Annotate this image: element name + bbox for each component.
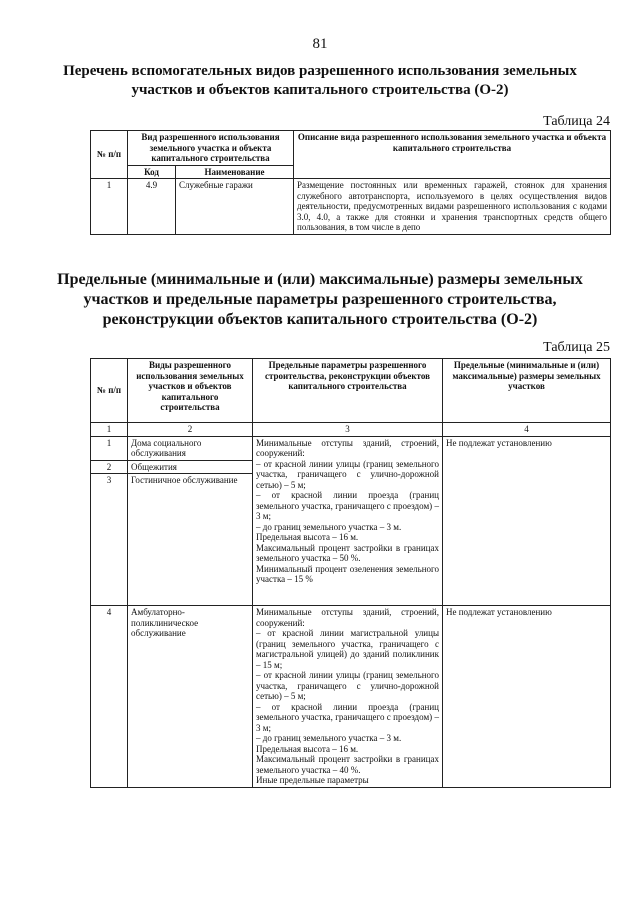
param-line: – от красной линии проезда (границ земельного участка, граничащего с проездом) – 3 м; <box>256 490 439 521</box>
row-num: 4 <box>91 606 128 788</box>
row-num: 2 <box>91 460 128 474</box>
section-title-limits: Предельные (минимальные и (или) максимальные) размеры земельных участков и предельные параметры разрешенного строительства, реконструкции объектов капитального строительства (О-2) <box>57 271 583 328</box>
table-24-label: Таблица 24 <box>543 114 610 129</box>
param-line: – от красной линии улицы (границ земельного участка, граничащего с улично-дорожной сетью) – 5 м; <box>256 458 439 490</box>
param-line: Иные предельные параметры <box>256 775 369 785</box>
row-vid: Амбулаторно-поликлиническое обслуживание <box>128 606 253 788</box>
table-row <box>91 436 611 460</box>
table-24-header-vid: Вид разрешенного использования земельного участка и объекта капитального строительства <box>128 131 294 166</box>
table-25-header-sizes: Предельные (минимальные и (или) максимальные) размеры земельных участков <box>443 359 611 423</box>
table-24-header-name: Наименование <box>176 165 294 179</box>
param-line: Предельная высота – 16 м. <box>256 743 359 754</box>
column-numbers-row <box>91 423 611 437</box>
param-line: Минимальные отступы зданий, строений, сооружений: <box>256 437 439 458</box>
section-title-auxiliary-uses: Перечень вспомогательных видов разрешенного использования земельных участков и объектов капитального строительства (О-2) <box>63 63 577 98</box>
param-line: – до границ земельного участка – 3 м. <box>256 521 402 532</box>
group2-sizes: Не подлежат установлению <box>443 606 611 788</box>
row-num: 1 <box>91 436 128 460</box>
col-number: 1 <box>91 423 128 437</box>
col-number: 4 <box>443 423 611 437</box>
table-24-header-num: № п/п <box>91 131 128 179</box>
table-25-label: Таблица 25 <box>543 340 610 355</box>
row-vid: Общежития <box>128 460 253 474</box>
table-25-header-params: Предельные параметры разрешенного строительства, реконструкции объектов капитального строительства <box>253 359 443 423</box>
param-line: Максимальный процент застройки в границах земельного участка – 50 %. <box>256 542 439 563</box>
table-row <box>91 179 611 235</box>
table-24-header-desc: Описание вида разрешенного использования земельного участка и объекта капитального строительства <box>294 131 611 179</box>
page-number: 81 <box>312 36 328 52</box>
col-number: 2 <box>128 423 253 437</box>
table-25 <box>90 358 611 788</box>
col-number: 3 <box>253 423 443 437</box>
param-line: – от красной линии проезда (границ земельного участка, граничащего с проездом) – 3 м; <box>256 701 439 733</box>
table-24-header-code: Код <box>128 165 176 179</box>
group2-params <box>253 606 443 788</box>
row-vid: Гостиничное обслуживание <box>128 474 253 606</box>
row-num: 1 <box>91 179 128 235</box>
group1-params <box>253 436 443 606</box>
table-25-header-num: № п/п <box>91 359 128 423</box>
param-line: Минимальный процент озеленения земельного участка – 15 % <box>256 563 439 584</box>
param-line: Минимальные отступы зданий, строений, сооружений: <box>256 607 439 628</box>
row-num: 3 <box>91 474 128 606</box>
param-line: – от красной линии магистральной улицы (границ земельного участка, граничащего с магистральной улицей) до зданий поликлиник – 15 м; <box>256 628 439 670</box>
group1-sizes: Не подлежат установлению <box>443 436 611 606</box>
param-line: – до границ земельного участка – 3 м. <box>256 733 402 743</box>
row-name: Служебные гаражи <box>176 179 294 235</box>
param-line: Предельная высота – 16 м. <box>256 532 359 542</box>
table-25-header-vid: Виды разрешенного использования земельных участков и объектов капитального строительства <box>128 359 253 423</box>
row-vid: Дома социального обслуживания <box>128 436 253 460</box>
param-line: – от красной линии улицы (границ земельного участка, граничащего с улично-дорожной сетью) – 5 м; <box>256 670 439 701</box>
table-row <box>91 606 611 788</box>
param-line: Максимальный процент застройки в границах земельного участка – 40 %. <box>256 754 439 775</box>
row-desc: Размещение постоянных или временных гаражей, стоянок для хранения служебного автотранспорта, используемого в целях осуществления видов деятельности, предусмотренных видами разрешенного использования с кодами 3.0, 4.0, а также для стоянки и хранения транспортных средств общего пользования, в том числе в депо <box>294 179 611 235</box>
row-code: 4.9 <box>128 179 176 235</box>
table-24 <box>90 130 611 235</box>
